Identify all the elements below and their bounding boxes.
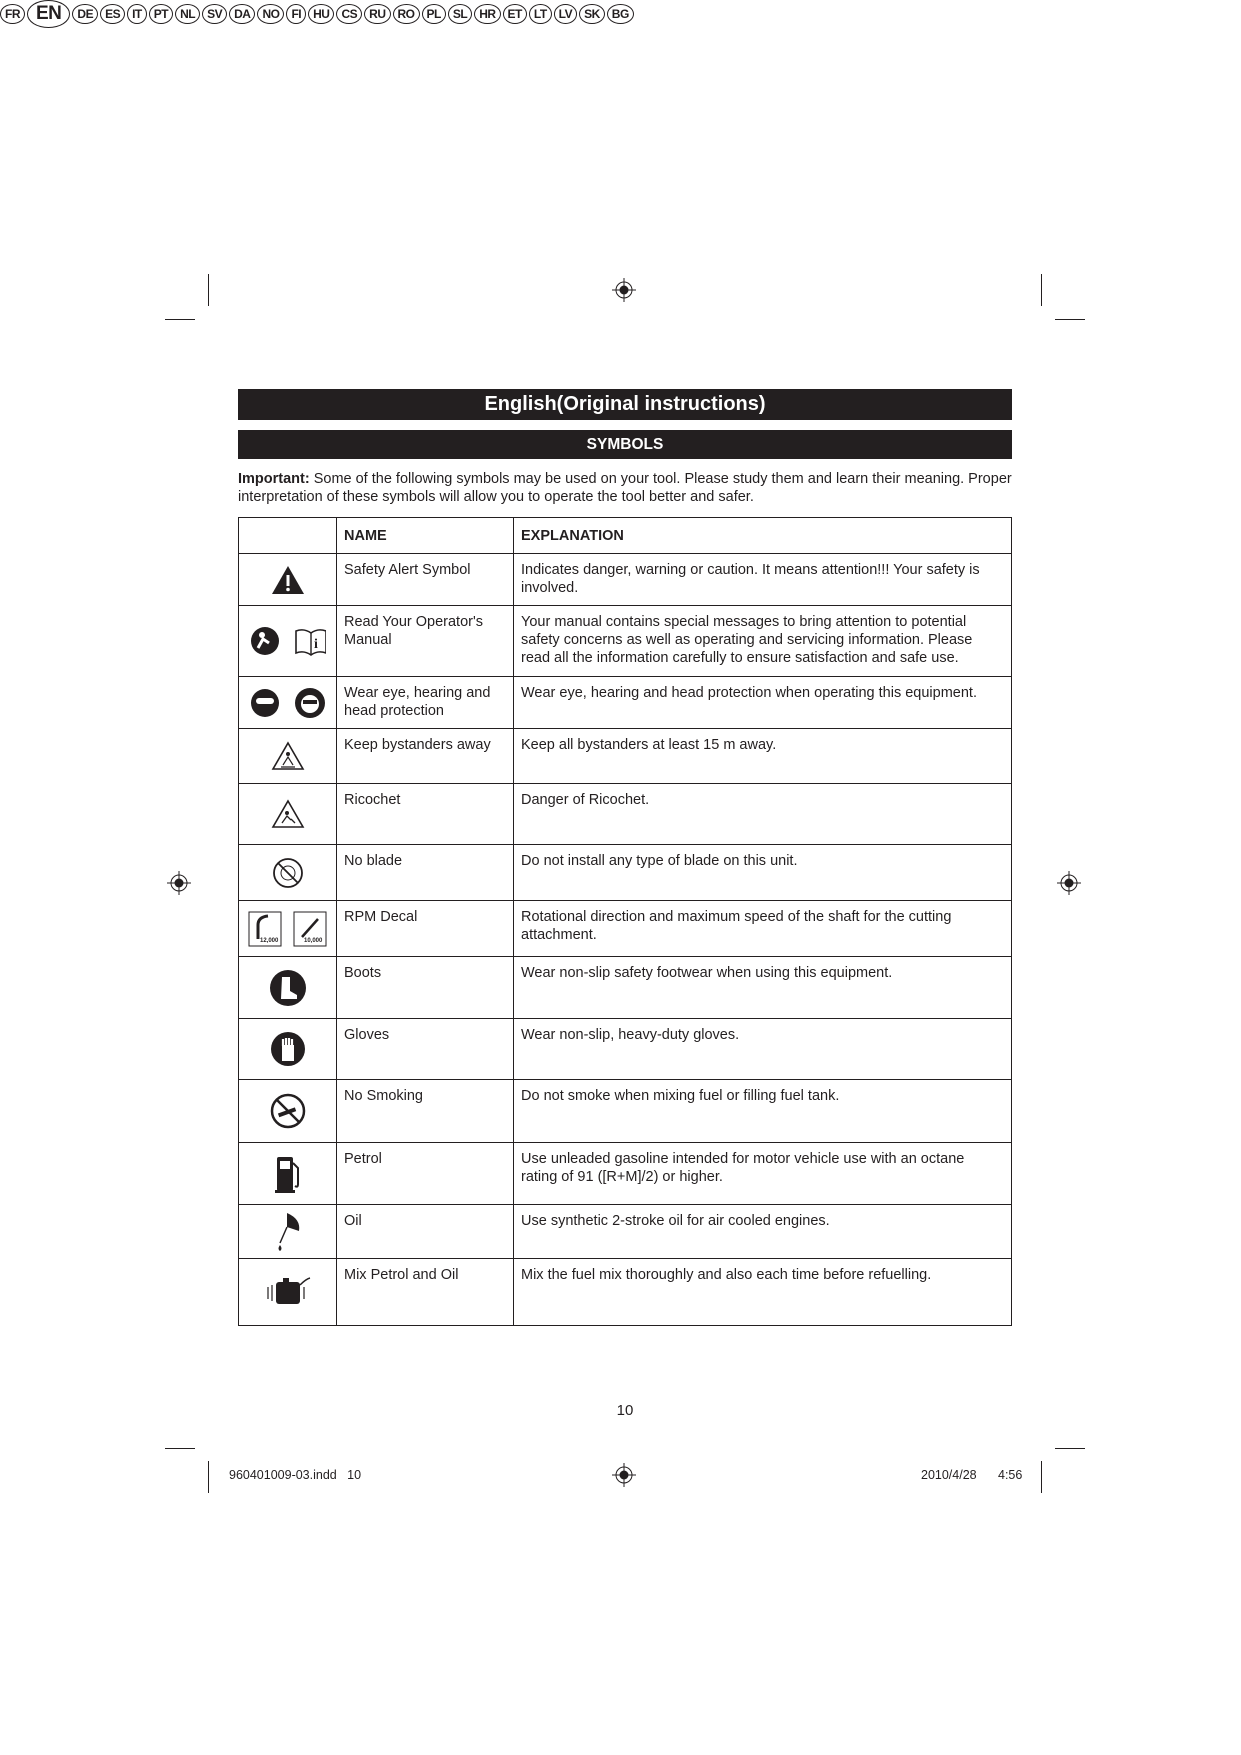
- symbol-name: RPM Decal: [337, 901, 514, 957]
- symbols-table: [238, 517, 1012, 1326]
- language-pl: PL: [422, 4, 446, 24]
- table-row: [239, 677, 1012, 729]
- language-sk: SK: [579, 4, 605, 24]
- symbol-cell: [239, 957, 337, 1019]
- symbol-name: Safety Alert Symbol: [337, 554, 514, 606]
- table-row: [239, 1143, 1012, 1205]
- symbol-name: Oil: [337, 1205, 514, 1259]
- crop-mark: [208, 274, 209, 306]
- symbol-explanation: Your manual contains special messages to bring attention to potential safety concerns as well as operating and servicing information. Please read all the information carefully to ensure satisfaction and safe use.: [514, 606, 1012, 677]
- language-ru: RU: [364, 4, 390, 24]
- symbol-explanation: Use synthetic 2-stroke oil for air cooled engines.: [514, 1205, 1012, 1259]
- table-row: [239, 1259, 1012, 1326]
- registration-mark-icon: [166, 870, 192, 896]
- svg-text:10,000: 10,000: [303, 937, 322, 944]
- symbol-cell: [239, 901, 337, 957]
- crop-mark: [1055, 319, 1085, 320]
- language-en: EN: [27, 0, 70, 28]
- crop-mark: [1041, 1461, 1042, 1493]
- language-no: NO: [257, 4, 284, 24]
- crop-mark: [208, 1461, 209, 1493]
- no-blade-icon: [271, 864, 305, 880]
- intro-text: Some of the following symbols may be used on your tool. Please study them and learn their meaning. Proper interpretation of these symbols will allow you to operate the tool better and safer.: [238, 471, 1012, 505]
- table-row: [239, 1019, 1012, 1080]
- boots-icon: [269, 979, 307, 995]
- registration-mark-icon: [1056, 870, 1082, 896]
- symbol-name: No blade: [337, 845, 514, 901]
- table-row: [239, 957, 1012, 1019]
- symbol-cell: [239, 1259, 337, 1326]
- symbol-cell: [239, 1019, 337, 1080]
- table-row: [239, 554, 1012, 606]
- symbol-cell: [239, 1080, 337, 1143]
- language-es: ES: [100, 4, 125, 24]
- intro-paragraph: [238, 470, 1018, 506]
- intro-label: Important:: [238, 471, 310, 487]
- symbol-explanation: Wear non-slip safety footwear when using this equipment.: [514, 957, 1012, 1019]
- header-explanation: EXPLANATION: [514, 518, 1012, 554]
- footer-date: 2010/4/28: [921, 1468, 977, 1482]
- language-pt: PT: [149, 4, 173, 24]
- language-fr: FR: [0, 4, 25, 24]
- symbol-explanation: Danger of Ricochet.: [514, 784, 1012, 845]
- language-da: DA: [229, 4, 255, 24]
- symbol-cell: [239, 677, 337, 729]
- symbol-cell: [239, 554, 337, 606]
- symbol-cell: [239, 784, 337, 845]
- eye-hearing-head-protection-icon: [250, 694, 326, 710]
- petrol-pump-icon: [273, 1165, 303, 1181]
- symbol-explanation: Wear eye, hearing and head protection when operating this equipment.: [514, 677, 1012, 729]
- table-row: [239, 729, 1012, 784]
- symbol-explanation: Do not smoke when mixing fuel or filling fuel tank.: [514, 1080, 1012, 1143]
- crop-mark: [165, 319, 195, 320]
- footer-time: 4:56: [998, 1468, 1023, 1482]
- crop-mark: [1041, 274, 1042, 306]
- language-it: IT: [127, 4, 147, 24]
- symbol-explanation: Keep all bystanders at least 15 m away.: [514, 729, 1012, 784]
- mix-fuel-icon: [263, 1284, 313, 1300]
- language-bg: BG: [607, 4, 634, 24]
- symbol-name: Wear eye, hearing and head protection: [337, 677, 514, 729]
- table-row: [239, 901, 1012, 957]
- symbol-name: Mix Petrol and Oil: [337, 1259, 514, 1326]
- language-hu: HU: [308, 4, 334, 24]
- oil-can-icon: [273, 1223, 303, 1239]
- language-nl: NL: [175, 4, 200, 24]
- symbol-cell: [239, 729, 337, 784]
- symbol-name: Read Your Operator's Manual: [337, 606, 514, 677]
- symbol-cell: [239, 845, 337, 901]
- ricochet-icon: [271, 806, 305, 822]
- page-number: 10: [616, 1402, 634, 1419]
- gloves-icon: [270, 1041, 306, 1057]
- table-row: [239, 606, 1012, 677]
- keep-bystanders-away-icon: [271, 748, 305, 764]
- symbol-name: Boots: [337, 957, 514, 1019]
- symbol-name: No Smoking: [337, 1080, 514, 1143]
- language-lt: LT: [529, 4, 552, 24]
- no-smoking-icon: [269, 1103, 307, 1119]
- warning-triangle-icon: [270, 571, 306, 587]
- language-et: ET: [503, 4, 527, 24]
- page-title: English(Original instructions): [238, 389, 1012, 420]
- registration-mark-icon: [611, 1462, 637, 1488]
- symbol-name: Gloves: [337, 1019, 514, 1080]
- header-icon: [239, 518, 337, 554]
- symbol-name: Ricochet: [337, 784, 514, 845]
- symbol-name: Petrol: [337, 1143, 514, 1205]
- svg-text:i: i: [313, 637, 318, 652]
- table-row: [239, 1080, 1012, 1143]
- crop-mark: [165, 1448, 195, 1449]
- table-row: [239, 784, 1012, 845]
- symbol-explanation: Rotational direction and maximum speed of the shaft for the cutting attachment.: [514, 901, 1012, 957]
- language-ro: RO: [393, 4, 420, 24]
- symbol-cell: [239, 1143, 337, 1205]
- symbol-explanation: Indicates danger, warning or caution. It means attention!!! Your safety is involved.: [514, 554, 1012, 606]
- header-name: NAME: [337, 518, 514, 554]
- symbol-cell: [239, 606, 337, 677]
- language-hr: HR: [474, 4, 500, 24]
- footer-file: 960401009-03.indd 10: [229, 1468, 362, 1482]
- section-heading: SYMBOLS: [238, 430, 1012, 459]
- symbol-explanation: Do not install any type of blade on this unit.: [514, 845, 1012, 901]
- table-row: [239, 845, 1012, 901]
- language-lv: LV: [554, 4, 577, 24]
- language-de: DE: [72, 4, 98, 24]
- symbol-explanation: Mix the fuel mix thoroughly and also each time before refuelling.: [514, 1259, 1012, 1326]
- rpm-decal-icon: [248, 920, 328, 944]
- symbol-explanation: Wear non-slip, heavy-duty gloves.: [514, 1019, 1012, 1080]
- language-sl: SL: [448, 4, 472, 24]
- read-manual-icon: [250, 633, 326, 652]
- crop-mark: [1055, 1448, 1085, 1449]
- language-cs: CS: [336, 4, 362, 24]
- table-row: [239, 1205, 1012, 1259]
- registration-mark-icon: [611, 277, 637, 303]
- symbol-name: Keep bystanders away: [337, 729, 514, 784]
- symbol-cell: [239, 1205, 337, 1259]
- symbol-explanation: Use unleaded gasoline intended for motor vehicle use with an octane rating of 91 ([R+M]/2) or higher.: [514, 1143, 1012, 1205]
- language-selector: [0, 0, 776, 28]
- svg-text:12,000: 12,000: [259, 937, 278, 944]
- language-fi: FI: [286, 4, 306, 24]
- language-sv: SV: [202, 4, 227, 24]
